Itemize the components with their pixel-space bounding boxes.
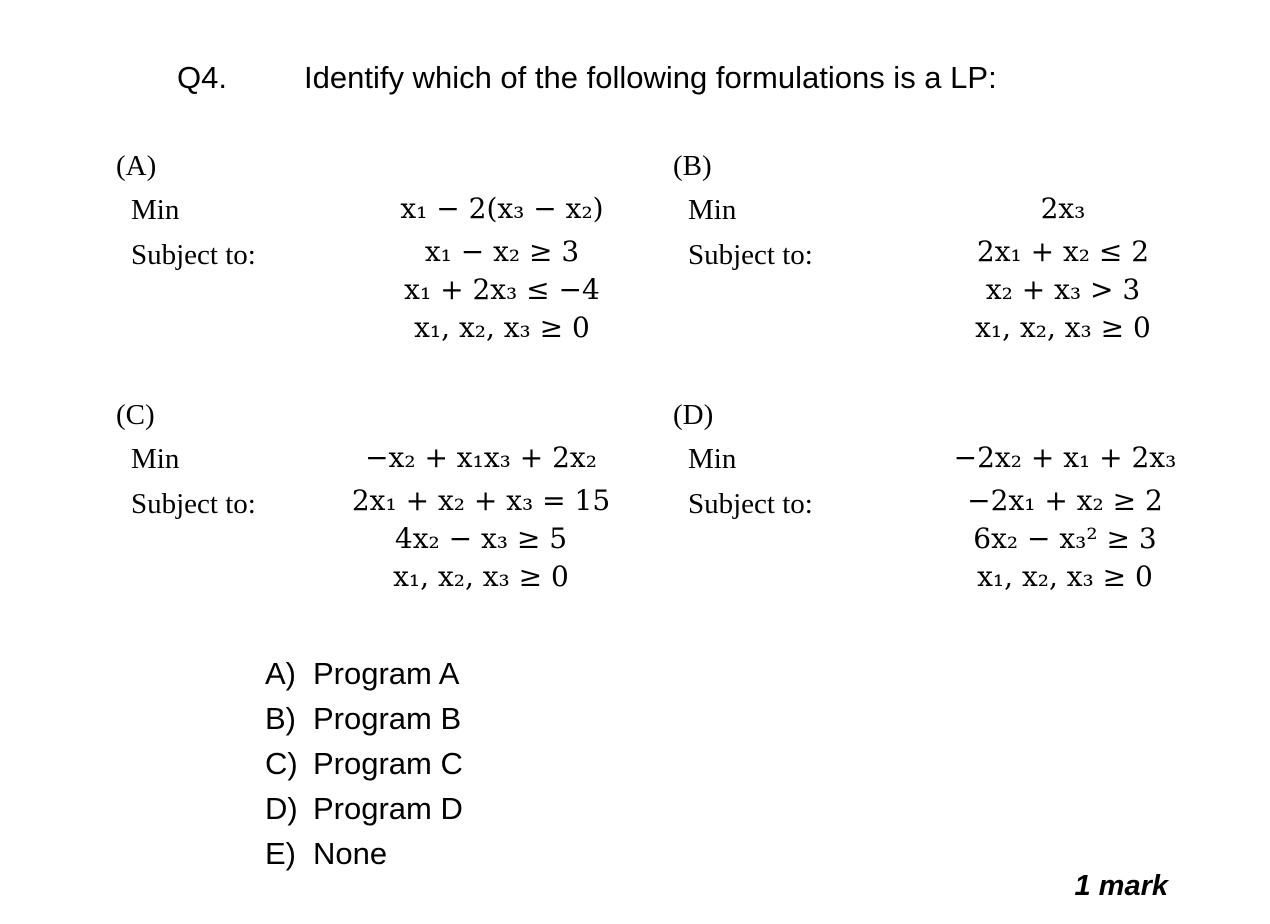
choice-text: None — [313, 836, 388, 871]
program-a — [116, 150, 656, 350]
constraint: 2x₁ + x₂ + x₃ = 15 — [351, 484, 611, 517]
constraint: 4x₂ − x₃ ≥ 5 — [394, 522, 568, 555]
objective-function: x₁ − 2(x₃ − x₂) — [400, 192, 604, 225]
objective-function: −2x₂ + x₁ + 2x₃ — [953, 441, 1177, 474]
program-d — [673, 399, 1213, 599]
program-letter: (B) — [673, 150, 712, 182]
constraint: x₁ + 2x₃ ≤ −4 — [404, 273, 600, 306]
nonnegativity-constraint: x₁, x₂, x₃ ≥ 0 — [977, 560, 1153, 593]
objective-function: 2x₃ — [1040, 192, 1086, 225]
choice-letter: E) — [265, 836, 296, 871]
nonnegativity-constraint: x₁, x₂, x₃ ≥ 0 — [393, 560, 569, 593]
expressions — [915, 439, 1215, 596]
program-letter: (A) — [116, 150, 157, 182]
program-letter: (D) — [673, 399, 714, 431]
answer-choice-d[interactable] — [265, 789, 463, 834]
answer-choice-e[interactable] — [265, 834, 463, 879]
marks-label: 1 mark — [1074, 870, 1168, 902]
answer-choice-a[interactable] — [265, 654, 463, 699]
constraint: 6x₂ − x₃² ≥ 3 — [973, 522, 1157, 555]
nonnegativity-constraint: x₁, x₂, x₃ ≥ 0 — [414, 311, 590, 344]
min-label: Min — [131, 443, 180, 475]
expressions — [913, 190, 1213, 347]
choice-letter: B) — [265, 701, 296, 736]
program-letter: (C) — [116, 399, 155, 431]
expressions — [331, 439, 631, 596]
min-label: Min — [131, 194, 180, 226]
answer-choice-c[interactable] — [265, 744, 463, 789]
constraint: −2x₁ + x₂ ≥ 2 — [967, 484, 1163, 517]
min-label: Min — [688, 443, 737, 475]
choice-letter: D) — [265, 791, 298, 826]
subject-to-label: Subject to: — [131, 488, 256, 520]
question-text: Identify which of the following formulations is a LP: — [304, 60, 997, 95]
choice-text: Program B — [313, 701, 462, 736]
subject-to-label: Subject to: — [131, 239, 256, 271]
min-label: Min — [688, 194, 737, 226]
answer-choices — [265, 654, 463, 879]
nonnegativity-constraint: x₁, x₂, x₃ ≥ 0 — [975, 311, 1151, 344]
program-c — [116, 399, 656, 599]
choice-letter: C) — [265, 746, 298, 781]
constraint: x₁ − x₂ ≥ 3 — [424, 235, 580, 268]
subject-to-label: Subject to: — [688, 488, 813, 520]
subject-to-label: Subject to: — [688, 239, 813, 271]
program-b — [673, 150, 1213, 350]
choice-text: Program A — [313, 656, 460, 691]
answer-choice-b[interactable] — [265, 699, 463, 744]
constraint: 2x₁ + x₂ ≤ 2 — [976, 235, 1150, 268]
expressions — [352, 190, 652, 347]
objective-function: −x₂ + x₁x₃ + 2x₂ — [365, 441, 597, 474]
choice-text: Program D — [313, 791, 463, 826]
choice-letter: A) — [265, 656, 296, 691]
choice-text: Program C — [313, 746, 463, 781]
question-number: Q4. — [177, 60, 227, 95]
constraint: x₂ + x₃ > 3 — [985, 273, 1141, 306]
